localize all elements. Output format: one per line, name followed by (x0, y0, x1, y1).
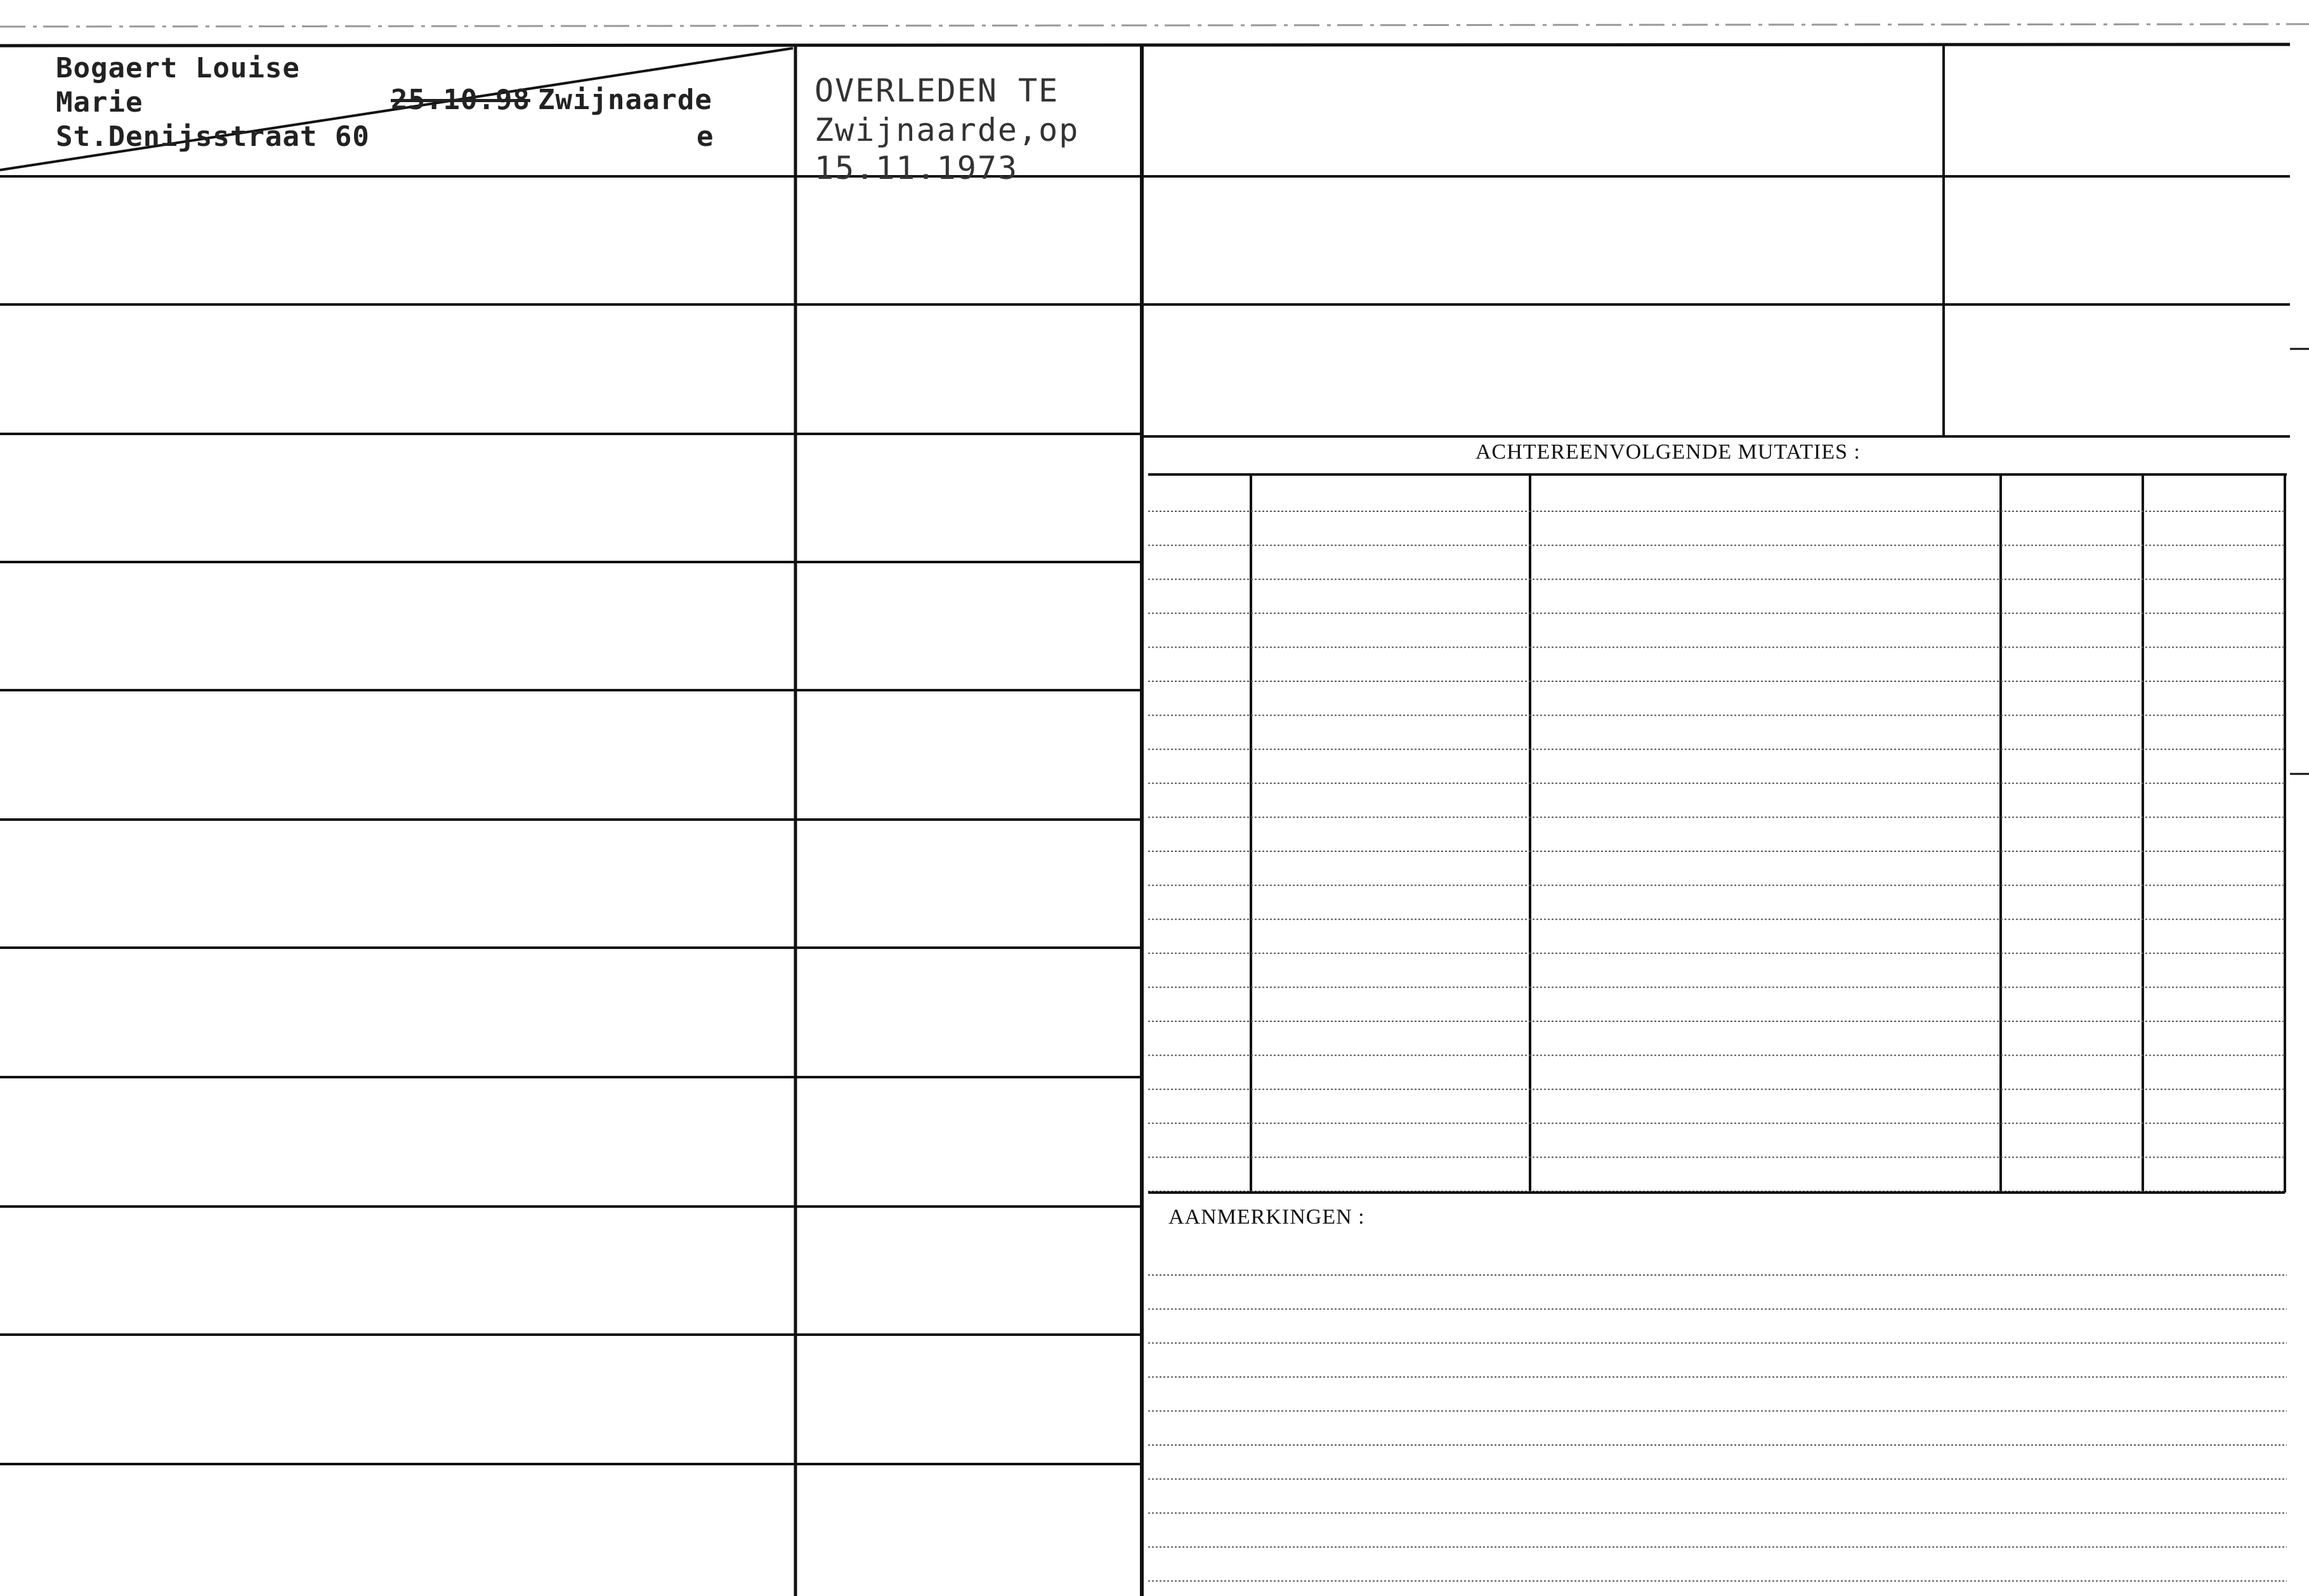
person-name-second: Marie (56, 86, 143, 119)
birth-date: 25.10.98 (391, 84, 530, 116)
remarks-header: AANMERKINGEN : (1168, 1205, 1365, 1229)
mutations-header: ACHTEREENVOLGENDE MUTATIES : (1475, 440, 1861, 464)
address: St.Denijsstraat 60 (56, 121, 370, 153)
death-place: Zwijnaarde,op (814, 112, 1080, 148)
entry-mark: e (697, 121, 714, 153)
death-date: 15.11.1973 (814, 150, 1019, 186)
death-notice-title: OVERLEDEN TE (814, 72, 1059, 109)
person-name: Bogaert Louise (56, 52, 300, 84)
birth-place: Zwijnaarde (538, 84, 712, 116)
